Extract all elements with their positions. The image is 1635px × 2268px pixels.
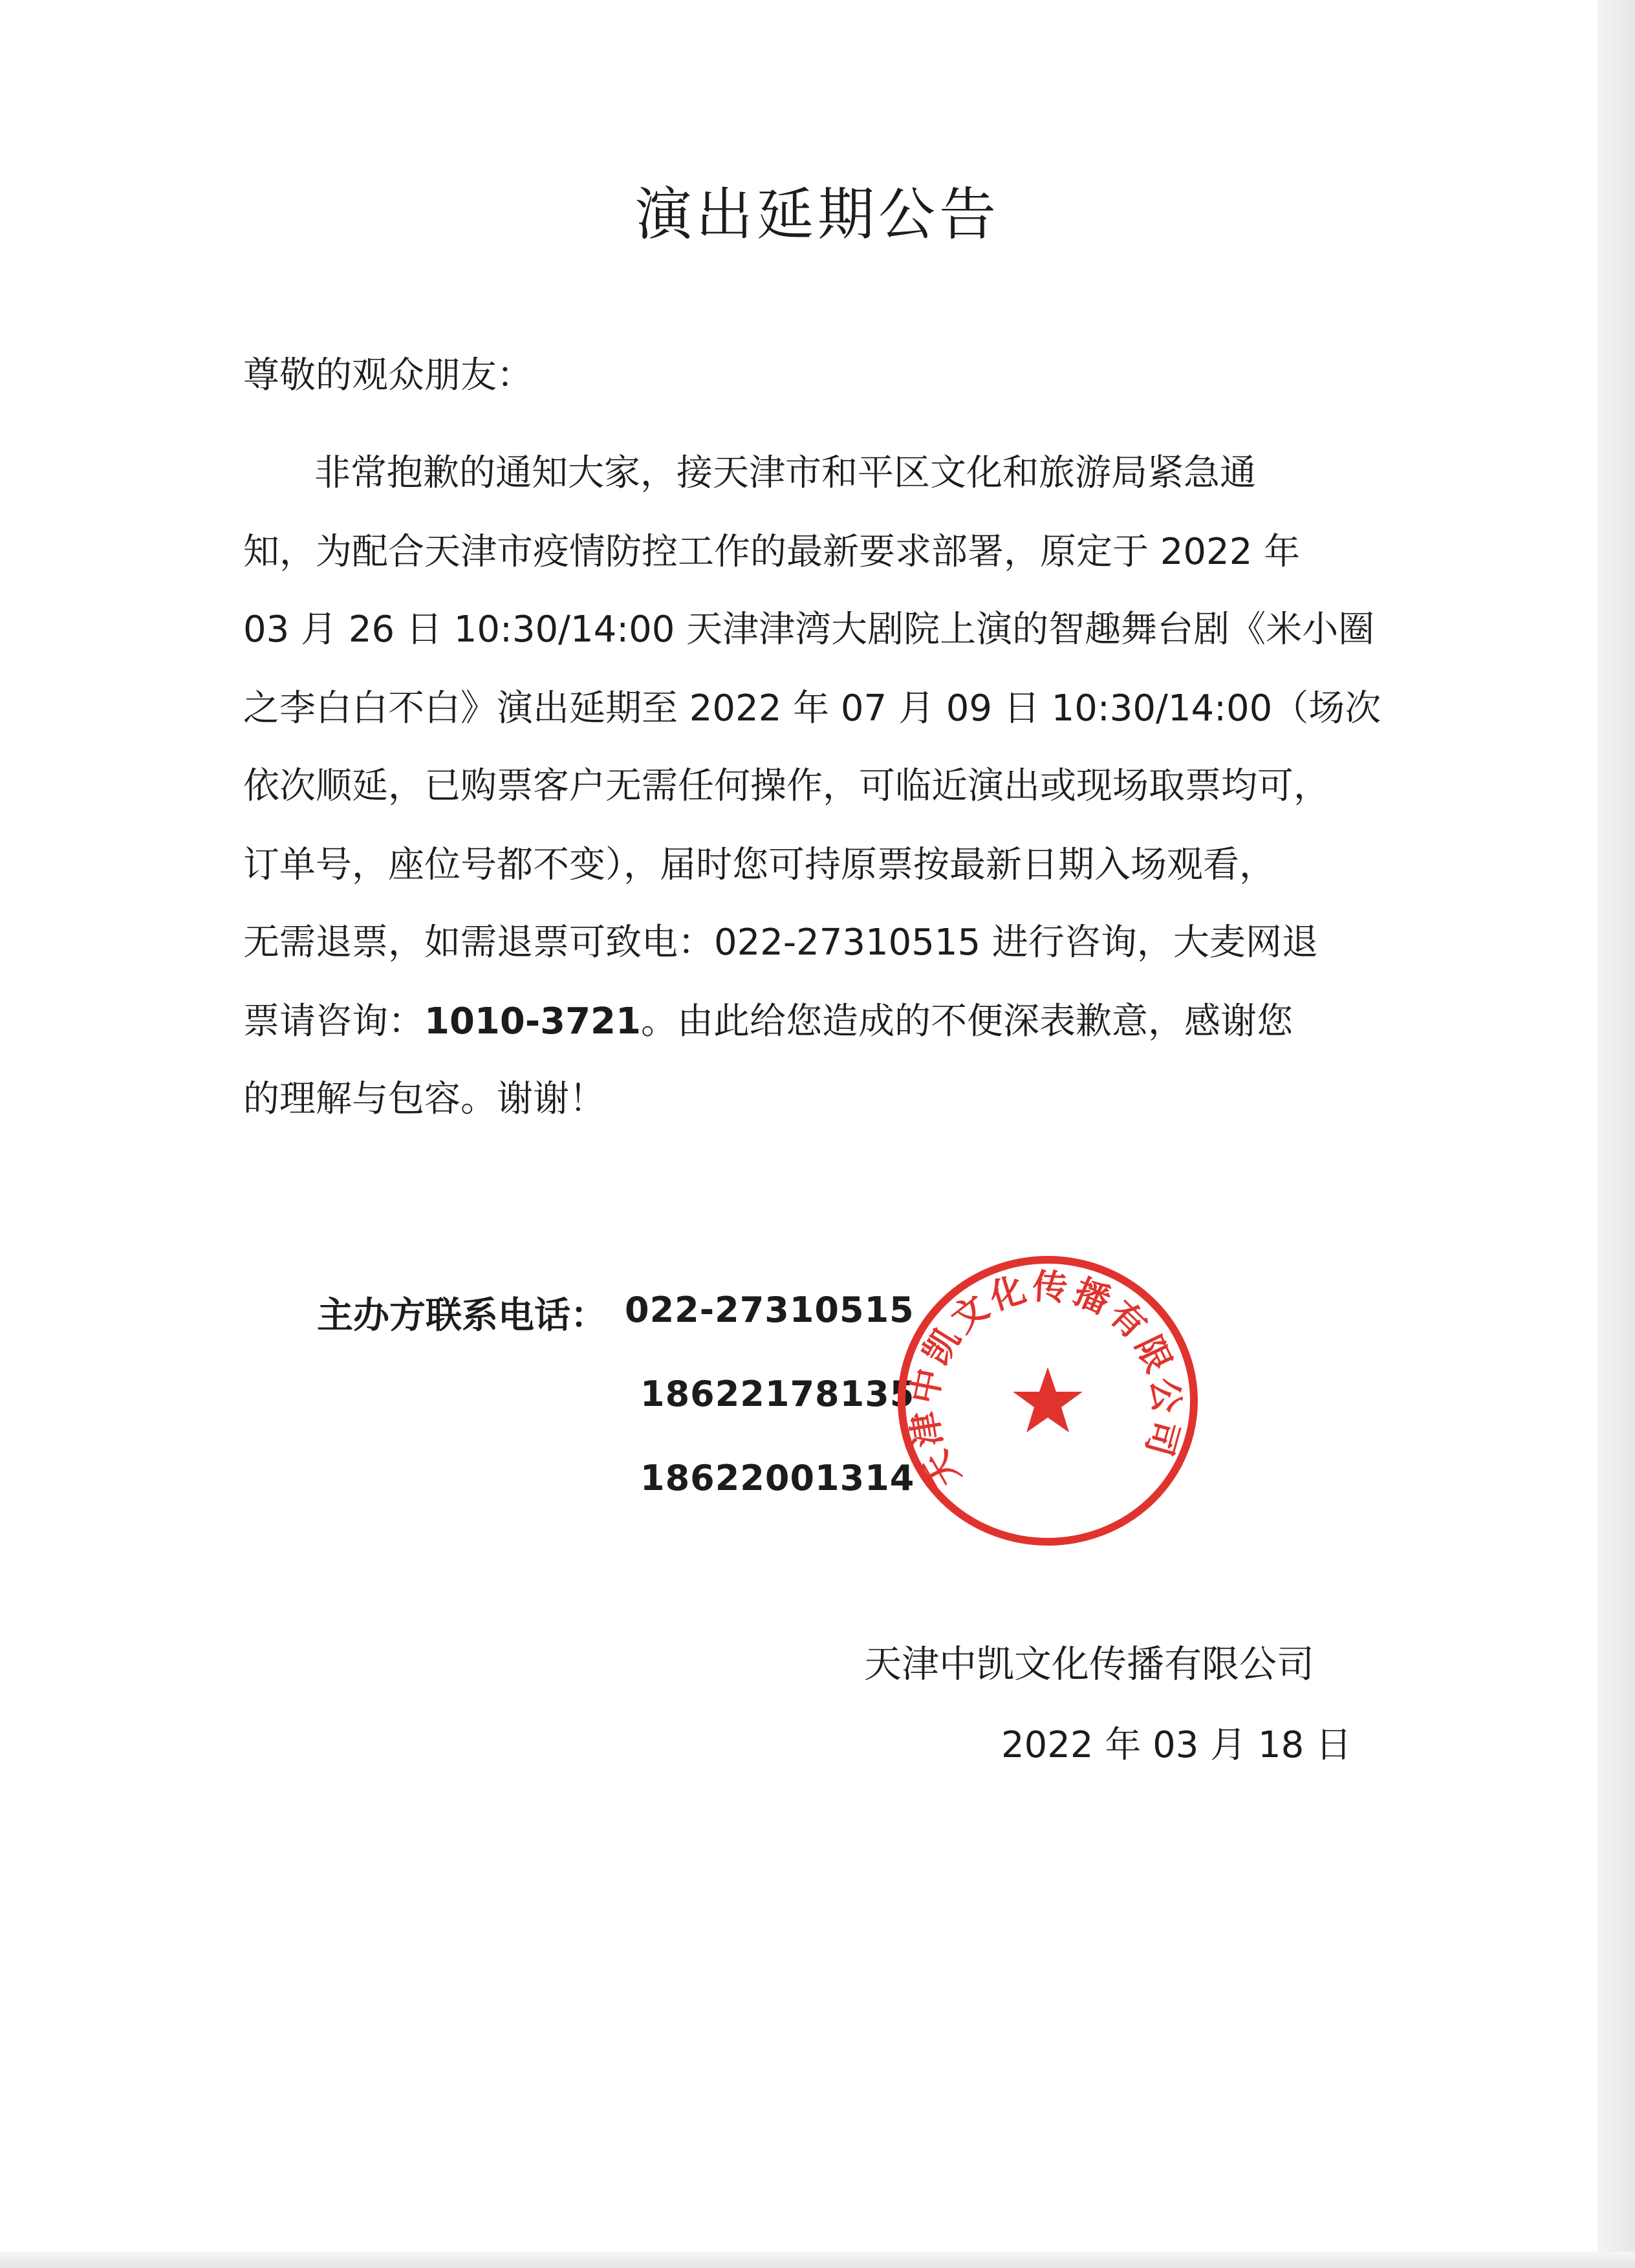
body-line: 非常抱歉的通知大家，接天津市和平区文化和旅游局紧急通 <box>314 452 1256 494</box>
damai-hotline: 1010-3721 <box>424 1000 641 1042</box>
scan-edge-bottom <box>0 2252 1635 2268</box>
body-line: 依次顺延，已购票客户无需任何操作，可临近演出或现场取票均可， <box>243 765 1330 807</box>
red-star-icon <box>1013 1367 1083 1432</box>
body-line: 的理解与包容。谢谢！ <box>243 1078 605 1120</box>
seal-text-path: 天津中凯文化传播有限公司 <box>903 1266 1188 1495</box>
phone-number: 18622178135 <box>640 1374 915 1414</box>
phone-number: 022-27310515 <box>625 1290 915 1330</box>
scan-edge-right <box>1597 0 1635 2268</box>
notice-title: 演出延期公告 <box>634 181 1000 248</box>
body-line-suffix: 。由此给您造成的不便深表歉意，感谢您 <box>640 1000 1293 1042</box>
body-line: 知，为配合天津市疫情防控工作的最新要求部署，原定于 2022 年 <box>243 531 1301 573</box>
body-line: 03 月 26 日 10:30/14:00 天津津湾大剧院上演的智趣舞台剧《米小圈 <box>243 609 1375 651</box>
body-line: 无需退票，如需退票可致电：022-27310515 进行咨询，大麦网退 <box>243 922 1318 964</box>
body-line <box>243 1000 1293 1042</box>
contact-label: 主办方联系电话： <box>317 1295 607 1337</box>
notice-date: 2022 年 03 月 18 日 <box>1001 1724 1352 1766</box>
salutation: 尊敬的观众朋友： <box>243 354 533 396</box>
phone-number: 18622001314 <box>640 1458 915 1498</box>
body-line: 订单号，座位号都不变），届时您可持原票按最新日期入场观看， <box>243 844 1275 886</box>
company-name: 天津中凯文化传播有限公司 <box>864 1642 1315 1686</box>
body-line: 之李白白不白》演出延期至 2022 年 07 月 09 日 10:30/14:00（场次 <box>243 687 1381 729</box>
company-seal <box>893 1252 1203 1550</box>
body-line-prefix: 票请咨询： <box>243 1000 424 1042</box>
